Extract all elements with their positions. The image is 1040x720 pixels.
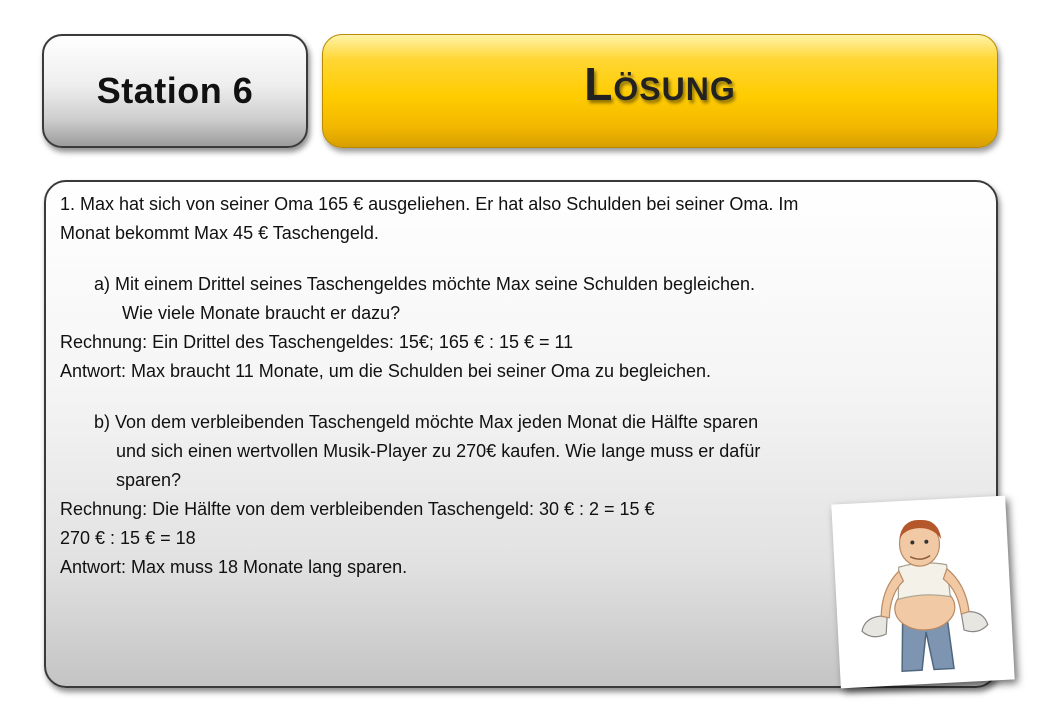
part-b-calculation-line-2: 270 € : 15 € = 18 [60, 528, 196, 548]
task-intro-line-1: 1. Max hat sich von seiner Oma 165 € ausgeliehen. Er hat also Schulden bei seiner Oma. Im [60, 194, 799, 214]
part-b-question-line-3: sparen? [116, 470, 182, 490]
part-b-question-line-2: und sich einen wertvollen Musik-Player zu 270€ kaufen. Wie lange muss er dafür [116, 441, 761, 461]
title-banner [322, 34, 998, 148]
spacer [60, 386, 960, 408]
station-badge [42, 34, 308, 148]
part-b-answer: Antwort: Max muss 18 Monate lang sparen. [60, 557, 408, 577]
part-b-calculation-line-1: Rechnung: Die Hälfte von dem verbleibenden Taschengeld: 30 € : 2 = 15 € [60, 499, 655, 519]
part-a-calculation: Rechnung: Ein Drittel des Taschengeldes: 15€; 165 € : 15 € = 11 [60, 332, 574, 352]
station-label: Station 6 [96, 70, 254, 111]
part-a-answer: Antwort: Max braucht 11 Monate, um die Schulden bei seiner Oma zu begleichen. [60, 361, 712, 381]
spacer [60, 248, 960, 270]
part-b-question-line-1: b) Von dem verbleibenden Taschengeld möchte Max jeden Monat die Hälfte sparen [94, 412, 759, 432]
broke-man-empty-pockets-icon [842, 506, 1004, 678]
part-a-question-line-1: a) Mit einem Drittel seines Taschengeldes möchte Max seine Schulden begleichen. [94, 274, 756, 294]
solution-text [60, 190, 960, 582]
page-title: Lösung [584, 58, 736, 110]
task-intro-line-2: Monat bekommt Max 45 € Taschengeld. [60, 223, 379, 243]
part-a-question-line-2: Wie viele Monate braucht er dazu? [122, 303, 401, 323]
broke-man-illustration [831, 496, 1014, 689]
